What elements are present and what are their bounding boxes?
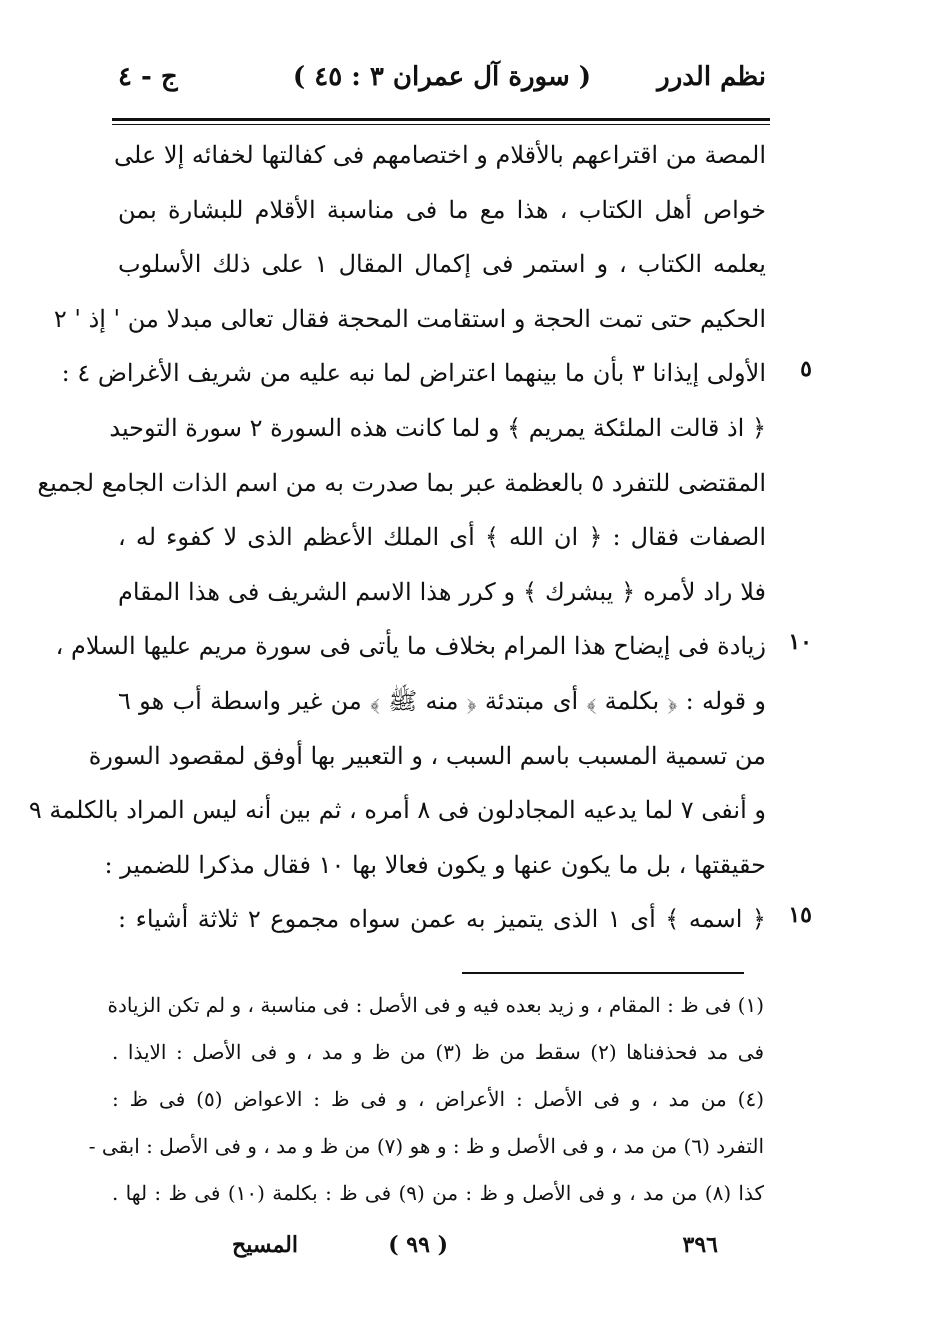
signature-mark: المسيح [232, 1232, 298, 1258]
header-rule-thin [112, 124, 770, 125]
text-line: حقيقتها ، بل ما يكون عنها و يكون فعالا بها ١٠ فقال مذكرا للضمير : [104, 850, 766, 879]
text-line: من تسمية المسبب باسم السبب ، و التعبير بها أوفق لمقصود السورة [88, 741, 766, 770]
text-line: الأولى إيذانا ٣ بأن ما بينهما اعتراض لما نبه عليه من شريف الأغراض ٤ : [61, 359, 766, 388]
text-line: يعلمه الكتاب ، و استمر فى إكمال المقال ١ على ذلك الأسلوب [118, 250, 766, 279]
line-number: ١٥ [788, 902, 812, 929]
surah-reference: ( سورة آل عمران ٣ : ٤٥ ) [292, 62, 592, 92]
text-line: الحكيم حتى تمت الحجة و استقامت المحجة فقال تعالى مبدلا من ' إذ ' ٢ [53, 304, 766, 333]
text-line: ﴿ اسمه ﴾ أى ١ الذى يتميز به عمن سواه مجموع ٢ ثلاثة أشياء : [118, 905, 766, 934]
text-line: زيادة فى إيضاح هذا المرام بخلاف ما يأتى فى سورة مريم عليها السلام ، [55, 632, 766, 661]
page-header [118, 62, 766, 106]
text-line: المصة من اقتراعهم بالأقلام و اختصامهم فى كفالتها لخفائه إلا على [114, 141, 766, 169]
text-line: خواص أهل الكتاب ، هذا مع ما فى مناسبة الأقلام للبشارة بمن [118, 195, 766, 224]
footnote-line: التفرد (٦) من مد ، و فى الأصل و ظ : و هو (٧) من ظ و مد ، و فى الأصل : ابقى - [88, 1134, 764, 1158]
footnote-line: فى مد فحذفناها (٢) سقط من ظ (٣) من ظ و مد ، و فى الأصل : الايذا . [112, 1040, 765, 1064]
volume-label: ج - ٤ [118, 62, 178, 92]
text-line: فلا راد لأمره ﴿ يبشرك ﴾ و كرر هذا الاسم الشريف فى هذا المقام [118, 577, 766, 606]
text-line: و أنفى ٧ لما يدعيه المجادلون فى ٨ أمره ، ثم بين أنه ليس المراد بالكلمة ٩ [28, 796, 766, 825]
line-number: ٥ [800, 356, 812, 383]
footnote-separator [462, 972, 744, 974]
line-number: ١٠ [788, 629, 812, 656]
text-line: المقتضى للتفرد ٥ بالعظمة عبر بما صدرت به من اسم الذات الجامع لجميع [37, 468, 766, 497]
footnotes [88, 982, 765, 1217]
main-text [28, 128, 766, 947]
page-number: ٣٩٦ [682, 1232, 718, 1258]
text-line: و قوله : ﴿ بكلمة ﴾ أى مبتدئة ﴿ منه ﷺ ﴾ من غير واسطة أب هو ٦ [118, 686, 766, 715]
header-rule-thick [112, 118, 770, 121]
footnote-line: (٤) من مد ، و فى الأصل : الأعراض ، و فى ظ : الاعواض (٥) فى ظ : [112, 1087, 764, 1111]
text-line: ﴿ اذ قالت الملئكة يمريم ﴾ و لما كانت هذه السورة ٢ سورة التوحيد [109, 413, 766, 442]
text-line: الصفات فقال : ﴿ ان الله ﴾ أى الملك الأعظم الذى لا كفوء له ، [118, 523, 766, 552]
book-title: نظم الدرر [657, 62, 766, 92]
footnote-line: (١) فى ظ : المقام ، و زيد بعده فيه و فى الأصل : فى مناسبة ، و لم تكن الزيادة [107, 993, 764, 1017]
sequence-number: ( ٩٩ ) [388, 1232, 448, 1258]
page-footer [118, 1232, 718, 1268]
footnote-line: كذا (٨) من مد ، و فى الأصل و ظ : من (٩) فى ظ : بكلمة (١٠) فى ظ : لها . [112, 1181, 765, 1205]
